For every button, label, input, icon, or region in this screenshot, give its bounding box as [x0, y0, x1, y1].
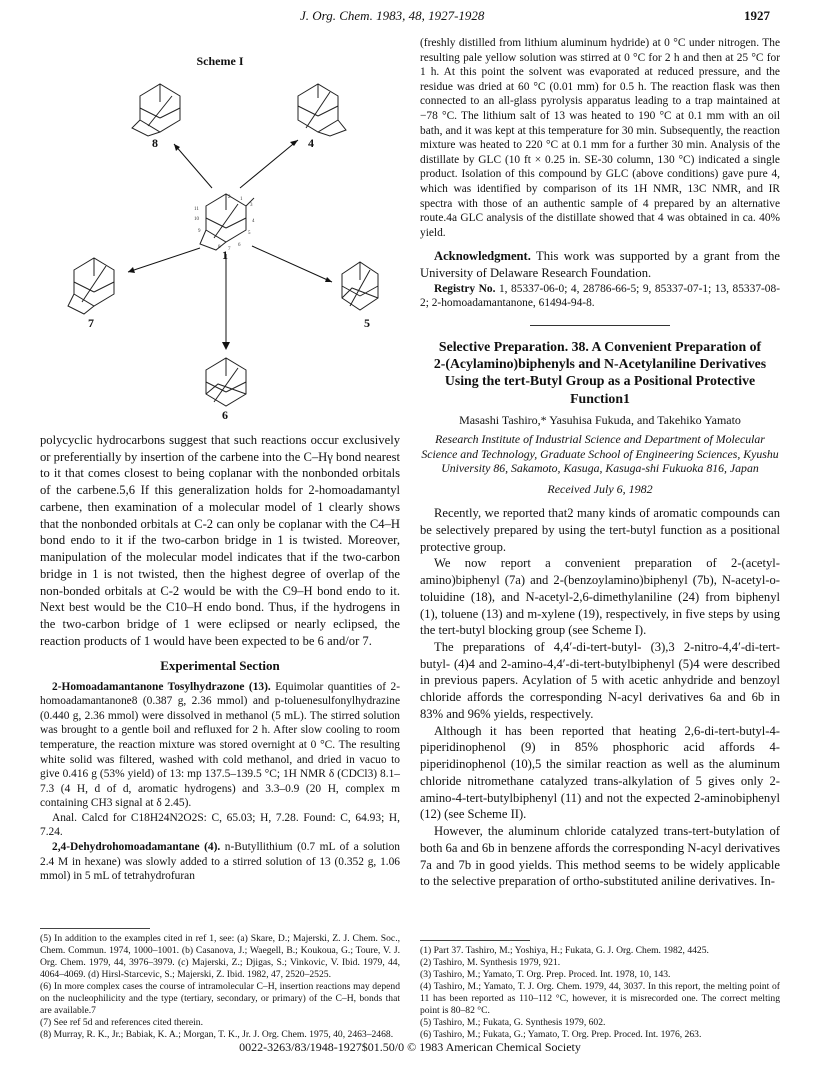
footnote: (3) Tashiro, M.; Yamato, T. Org. Prep. Proced. Int. 1978, 10, 143.: [420, 968, 671, 980]
affiliation: Research Institute of Industrial Science and Department of Molecular Science and Technology, Graduate School of Engineering Sciences, Kyushu University 86, Sakamoto, Kasuga, Kasuga-shi Fukuoka 816, Japan: [421, 431, 779, 476]
compound-label-7: 7: [88, 316, 94, 330]
structure-4: [298, 84, 346, 136]
atom-label: 5: [248, 231, 251, 236]
registry-numbers: [420, 282, 780, 311]
journal-citation: J. Org. Chem. 1983, 48, 1927-1928: [300, 8, 485, 23]
compound-label-1: 1: [222, 248, 228, 262]
experimental-continuation: (freshly distilled from lithium aluminum hydride) at 0 °C under nitrogen. The resulting pale yellow solution was stirred at 0 °C for 2 h and then at 25 °C for 1 h. At this point the solvent was evaporated at reduced pressure, and the residue was dried at 60 °C (0.01 mm) for 0.5 h. The reaction flask was then connected to an all-glass pyrolysis apparatus leading to a trap maintained at −78 °C. The lithium salt of 13 was heated to 190 °C at 0.1 mm with an oil bath, and it was kept at this temperature for 30 min. Subsequently, the reaction mixture was heated to 220 °C at 0.1 mm for a further 30 min. Analysis of the distillate by GLC (10 ft × 0.25 in. SE-30 column, 130 °C) indicated a single product. Isolation of this compound by GLC (above conditions) gave pure 4, which was identified by comparison of its 1H NMR, 13C NMR, and IR spectra with those of an authentic sample of 4 prepared by an alternative route.4a GLC analysis of the distillate showed that 4 was obtained in ca. 40% yield.: [420, 37, 780, 239]
footnote: (5) Tashiro, M.; Fukata, G. Synthesis 1979, 602.: [420, 1016, 606, 1028]
reaction-arrows: [128, 140, 332, 348]
article-title: Selective Preparation. 38. A Convenient Preparation of 2-(Acylamino)biphenyls and N-Acetylaniline Derivatives Using the tert-Butyl Group as a Positional Protective Function1: [433, 338, 767, 406]
body-paragraph: We now report a convenient preparation of 2-(acetyl-amino)biphenyl (7a) and 2-(benzoylamino)biphenyl (7b), N-acetyl-o-toluidine (18), and N-acetyl-2,6-dimethylaniline (24) from biphenyl (1), toluene (13) and m-xylene (19), respectively, in five steps by using the tert-butyl blocking group (see Scheme I).: [420, 556, 780, 638]
experimental-paragraph-1: [40, 680, 400, 811]
acknowledgment: [420, 248, 780, 281]
footnote: (8) Murray, R. K., Jr.; Babiak, K. A.; Morgan, T. K., Jr. J. Org. Chem. 1975, 40, 2463–2468.: [40, 1028, 394, 1040]
authors: Masashi Tashiro,* Yasuhisa Fukuda, and Takehiko Yamato: [459, 412, 741, 427]
right-column: [420, 36, 780, 890]
structure-1: [200, 194, 254, 250]
structure-7: [68, 258, 114, 314]
atom-label: 9: [198, 229, 201, 234]
footnote: (1) Part 37. Tashiro, M.; Yoshiya, H.; Fukata, G. J. Org. Chem. 1982, 4425.: [420, 945, 709, 956]
scheme-title: Scheme I: [196, 54, 244, 68]
exp2-heading: 2,4-Dehydrohomoadamantane (4).: [52, 841, 221, 854]
left-footnotes: [40, 928, 400, 1041]
structure-8: [132, 84, 180, 136]
section-heading: Experimental Section: [160, 657, 280, 673]
footnote-divider: [40, 928, 150, 929]
compound-label-8: 8: [152, 136, 158, 150]
exp1-heading: 2-Homoadamantanone Tosylhydrazone (13).: [52, 680, 271, 693]
atom-label: 8: [218, 245, 221, 250]
scheme-drawing: [40, 36, 400, 426]
experimental-paragraph-2: [40, 840, 400, 884]
body-paragraph: Although it has been reported that heating 2,6-di-tert-butyl-4-piperidinophenol (9) in 85% phosphoric acid affords 4-piperidinophenol (10),5 the similar reaction as well as the aluminum chloride nitromethane catalyzed trans-alkylation of 5 gives only 2-amino-4-tert-butylbiphenyl (11) and not the expected 2-aminobiphenyl (12) (see Scheme II).: [420, 723, 780, 822]
page-footer: 0022-3263/83/1948-1927$01.50/0 © 1983 American Chemical Society: [239, 1040, 581, 1054]
body-paragraph: Recently, we reported that2 many kinds of aromatic compounds can be selectively prepared by using the tert-butyl function as a positional protective group.: [420, 506, 780, 554]
compound-label-6: 6: [222, 408, 228, 422]
atom-label: 6: [238, 243, 241, 248]
received-date: Received July 6, 1982: [547, 482, 653, 497]
scheme-figure: [40, 36, 400, 426]
page-header: [0, 8, 820, 28]
discussion-paragraph: polycyclic hydrocarbons suggest that such reactions occur exclusively or preferentially by insertion of the carbene into the C–Hγ bond nearest to it that comes closest to being coplanar with the nonbonded orbitals of the carbene.5,6 If this generalization holds for 2-homoadamantyl carbene, then examination of a molecular model of 1 clearly shows that the nonbonded orbitals at C-2 can only be coplanar with the C4–H bond endo to it if the two-carbon bridge in 1 is twisted. Moreover, manipulation of the molecular model indicates that if the two-carbon bridge in 1 is not twisted, then the highest degree of overlap of the non-bonded orbitals at C-2 would be with the C9–H bond endo to it. Next best would be the C10–H endo bond. Thus, if the hydrogens in the two-carbon bridge of 1 were eclipsed or nearly eclipsed, the reaction products of 1 would have been expected to be 6 and/or 7.: [40, 433, 400, 648]
ack-heading: Acknowledgment.: [434, 249, 531, 264]
atom-label: 4: [252, 219, 255, 224]
footnote-divider: [420, 940, 530, 941]
atom-label: 2: [228, 195, 231, 200]
registry-heading: Registry No.: [434, 282, 496, 295]
footnote: (6) In more complex cases the course of intramolecular C–H, insertion reactions may depend on the nucleophilicity and the type (tertiary, secondary, or primary) of the C–H, bonds that are available.7: [40, 980, 400, 1016]
exp1-text: Equimolar quantities of 2-homoadamantanone8 (0.387 g, 2.36 mmol) and p-toluenesulfonylhydrazine (0.440 g, 2.36 mmol) were dissolved in methanol (5 mL). The stirred solution was brought to a gentle boil and refluxed for 2 h. After slow cooling to room temperature, the reaction mixture was stored overnight at 0 °C. The resulting white solid was filtered, washed with cold methanol, and dried in vacuo to give 0.416 g (53% yield) of 13: mp 137.5–139.5 °C; 1H NMR δ (CDCl3) 8.1–7.3 (4 H, d of d, aromatic hydrogens) and 3.3–0.9 (20 H, complex m containing CH3 signal at δ 2.45).: [40, 680, 400, 810]
atom-label: 1: [240, 197, 243, 202]
footnote: (5) In addition to the examples cited in ref 1, see: (a) Skare, D.; Majerski, Z. J. Chem. Soc., Chem. Commun. 1974, 1000–1001. (b) Casanova, J.; Waegell, B.; Koukoua, G.; Toure, V. J. Org. Chem. 1979, 44, 3976–3979. (c) Majerski, Z.; Djigas, S.; Vinkovic, V. Ibid. 1979, 44, 4064–4069. (d) Hirsl-Starcevic, S.; Majerski, Z. Ibid. 1982, 47, 2520–2525.: [40, 933, 400, 980]
exp2-text: n-Butyllithium (0.7 mL of a solution 2.4 M in hexane) was slowly added to a stirred solution of 13 (0.352 g, 1.06 mmol) in 5 mL of tetrahydrofuran: [40, 841, 400, 883]
atom-label: 7: [228, 247, 231, 252]
structure-6: [206, 358, 246, 406]
structure-5: [342, 262, 378, 310]
left-column: [40, 432, 400, 884]
footnote: (7) See ref 5d and references cited therein.: [40, 1016, 204, 1028]
atom-label: 11: [194, 207, 199, 212]
body-paragraph: The preparations of 4,4′-di-tert-butyl- (3),3 2-nitro-4,4′-di-tert-butyl- (4)4 and 2-amino-4,4′-di-tert-butylbiphenyl (5)4 were described in previous papers. Acylation of 5 with acetic anhydride and benzoyl chloride affords the corresponding N-acyl derivatives 6a and 6b in 83% and 96% yields, respectively.: [420, 639, 780, 721]
analysis-line: Anal. Calcd for C18H24N2O2S: C, 65.03; H, 7.28. Found: C, 64.93; H, 7.24.: [40, 811, 400, 839]
right-footnotes: [420, 940, 780, 1041]
compound-label-4: 4: [308, 136, 314, 150]
footnote: (4) Tashiro, M.; Yamato, T. J. Org. Chem. 1979, 44, 3037. In this report, the melting point of 11 has been reported as 110–112 °C, however, it is misrecorded one. The correct melting point is 80–82 °C.: [420, 980, 780, 1016]
atom-label: 10: [194, 217, 199, 222]
atom-label: 3: [250, 203, 253, 208]
ack-text: This work was supported by a grant from the University of Delaware Research Foundation.: [420, 249, 780, 281]
compound-label-5: 5: [364, 316, 370, 330]
page-number: 1927: [744, 8, 770, 23]
body-paragraph: However, the aluminum chloride catalyzed trans-tert-butylation of both 6a and 6b in benzene affords the corresponding N-acyl derivatives 7a and 7b in good yields. This method seems to be widely applicable to the selective preparation of ortho-substituted aniline derivatives. In-: [420, 824, 780, 889]
footnote: (2) Tashiro, M. Synthesis 1979, 921.: [420, 956, 561, 968]
registry-text: 1, 85337-06-0; 4, 28786-66-5; 9, 85337-07-1; 13, 85337-08-2; 2-homoadamantanone, 61494-94-8.: [420, 282, 780, 310]
footnote: (6) Tashiro, M.; Fukata, G.; Yamato, T. Org. Prep. Proced. Int. 1976, 263.: [420, 1028, 702, 1040]
